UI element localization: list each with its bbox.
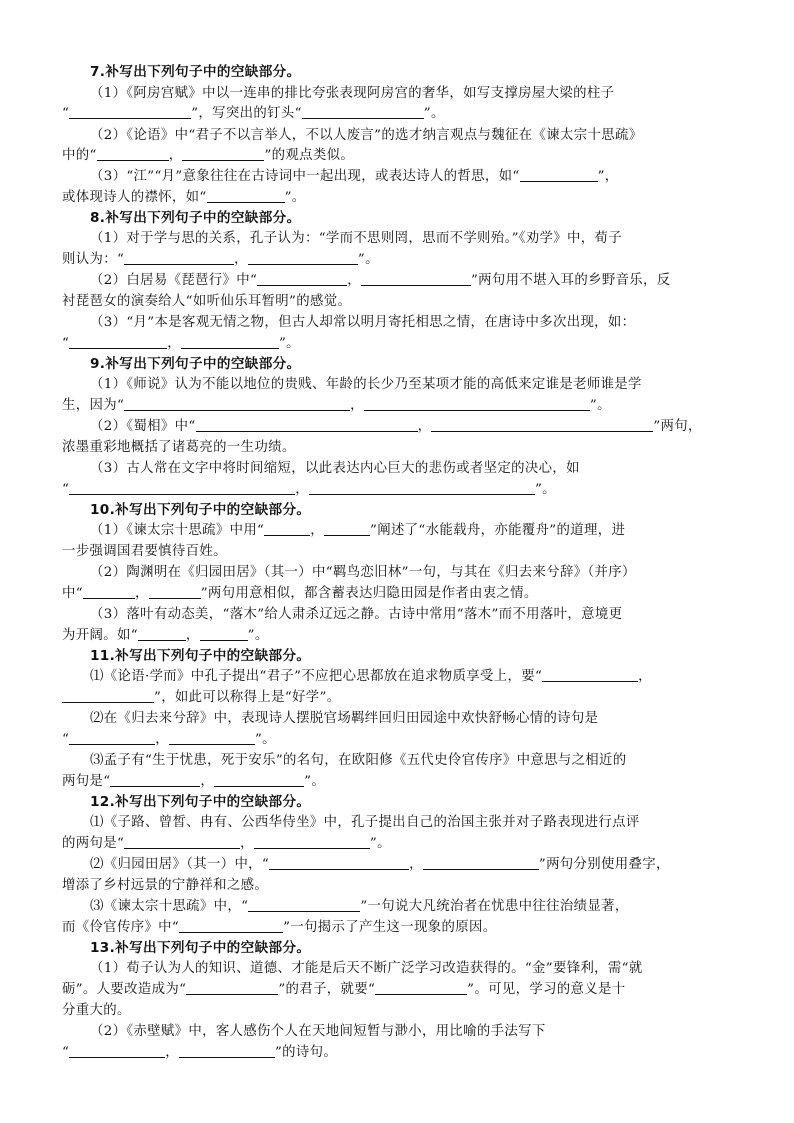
answer-blank[interactable] — [375, 980, 467, 995]
answer-blank[interactable] — [200, 626, 248, 641]
q7-line: （1）《阿房宫赋》中以一连串的排比夸张表现阿房宫的奢华，如写支撑房屋大梁的柱子 — [90, 86, 615, 101]
q10-line: 为开阔。如“ ， ”。 — [62, 628, 269, 643]
answer-blank[interactable] — [186, 980, 278, 995]
answer-blank[interactable] — [69, 334, 167, 349]
q11-line: ”，如此可以称得上是“好学”。 — [62, 688, 742, 708]
q9-line: （2）《蜀相》中“ ， ”两句， — [90, 419, 702, 434]
answer-blank[interactable] — [214, 772, 304, 787]
answer-blank[interactable] — [520, 167, 598, 182]
answer-blank[interactable] — [364, 396, 590, 411]
answer-blank[interactable] — [179, 1043, 275, 1058]
answer-blank[interactable] — [69, 480, 295, 495]
answer-blank[interactable] — [124, 396, 350, 411]
answer-blank[interactable] — [124, 834, 240, 849]
answer-blank[interactable] — [361, 271, 471, 286]
q8-line: （2）白居易《琵琶行》中“ ， ”两句用不堪入耳的乡野音乐，反 — [90, 273, 671, 288]
q7-line: （3）“江”“月”意象往往在古诗词中一起出现，或表达诗人的哲思，如“ ”， — [90, 169, 619, 184]
answer-blank[interactable] — [248, 250, 358, 265]
answer-blank[interactable] — [264, 521, 310, 536]
q10-line: 中“ ， ”两句用意相似，都含蓄表达归隐田园是作者由衷之情。 — [62, 586, 538, 601]
answer-blank[interactable] — [69, 1043, 165, 1058]
q9-line: （1）《师说》认为不能以地位的贵贱、年龄的长少乃至某项才能的高低来定谁是老师谁是学 — [90, 377, 642, 392]
q8-line: 则认为：“ ， ”。 — [62, 252, 379, 267]
answer-blank[interactable] — [257, 271, 347, 286]
q7-title: 7.补写出下列句子中的空缺部分。 — [90, 64, 301, 80]
q12-line: 而《伶官传序》中“ ”一句揭示了产生这一现象的原因。 — [62, 920, 497, 935]
answer-blank[interactable] — [196, 417, 418, 432]
q11-line: “ ， ”。 — [62, 732, 276, 747]
q10-line: 一步强调国君要慎待百姓。 — [62, 544, 227, 559]
answer-blank[interactable] — [181, 334, 279, 349]
answer-blank[interactable] — [62, 688, 154, 703]
answer-blank[interactable] — [169, 730, 255, 745]
q13-title: 13.补写出下列句子中的空缺部分。 — [90, 940, 311, 956]
q9-line: 浓墨重彩地概括了诸葛亮的一生功绩。 — [62, 440, 296, 455]
answer-blank[interactable] — [149, 584, 201, 599]
answer-blank[interactable] — [138, 626, 186, 641]
q10-line: （2）陶渊明在《归园田居》（其一）中“羁鸟恋旧林”一句，与其在《归去来兮辞》（并序） — [90, 565, 636, 580]
answer-blank[interactable] — [431, 417, 653, 432]
q12-line: 增添了乡村远景的宁静祥和之感。 — [62, 878, 269, 893]
q13-line: （2）《赤壁赋》中，客人感伤个人在天地间短暂与渺小，用比喻的手法写下 — [90, 1024, 546, 1039]
answer-blank[interactable] — [324, 521, 370, 536]
q9-title: 9.补写出下列句子中的空缺部分。 — [90, 356, 301, 372]
q12-line: ⑵《归园田居》（其一）中，“ ， ”两句分别使用叠字， — [90, 857, 670, 872]
answer-blank[interactable] — [124, 250, 234, 265]
answer-blank[interactable] — [254, 834, 370, 849]
q11-line: ⑵在《归去来兮辞》中，表现诗人摆脱官场羁绊回归田园途中欢快舒畅心情的诗句是 — [90, 711, 599, 726]
q8-title: 8.补写出下列句子中的空缺部分。 — [90, 210, 301, 226]
answer-blank[interactable] — [207, 188, 285, 203]
q7-line: （2）《论语》中“君子不以言举人，不以人废言”的选才纳言观点与魏征在《谏太宗十思疏》 — [90, 128, 643, 143]
answer-blank[interactable] — [179, 918, 283, 933]
answer-blank[interactable] — [269, 855, 409, 870]
q8-line: （3）“月”本是客观无情之物，但古人却常以明月寄托相思之情，在唐诗中多次出现，如： — [90, 315, 636, 330]
answer-blank[interactable] — [182, 146, 264, 161]
answer-blank[interactable] — [69, 730, 155, 745]
q12-title: 12.补写出下列句子中的空缺部分。 — [90, 794, 311, 810]
q12-line: ⑶《谏太宗十思疏》中，“ ”一句说大凡统治者在忧患中往往治绩显著， — [90, 899, 629, 914]
q8-line: 衬琵琶女的演奏给人“如听仙乐耳暂明”的感觉。 — [62, 294, 352, 309]
q11-title: 11.补写出下列句子中的空缺部分。 — [90, 648, 311, 664]
answer-blank[interactable] — [248, 897, 360, 912]
q7-line: 中的“ ， ”的观点类似。 — [62, 148, 355, 163]
q9-line: （3）古人常在文字中将时间缩短，以此表达内心巨大的悲伤或者坚定的决心，如 — [90, 461, 580, 476]
answer-blank[interactable] — [97, 146, 169, 161]
q13-line: 分重大的。 — [62, 1003, 131, 1018]
q10-line: （3）落叶有动态美，“落木”给人肃杀辽远之静。古诗中常用“落木”而不用落叶，意境更 — [90, 607, 623, 622]
q12-line: 的两句是“ ， ”。 — [62, 836, 391, 851]
q8-line: “ ， ”。 — [62, 336, 300, 351]
q12-line: ⑴《子路、曾皙、冉有、公西华侍坐》中，孔子提出自己的治国主张并对子路表现进行点评 — [90, 815, 640, 830]
q10-line: （1）《谏太宗十思疏》中用“ ， ”阐述了“水能载舟，亦能覆舟”的道理，进 — [90, 523, 626, 538]
q11-line: ⑴《论语·学而》中孔子提出“君子”不应把心思都放在追求物质享受上，要“ ， — [90, 669, 652, 684]
q7-line: “ ”，写突出的钉头“ ”。 — [62, 106, 445, 121]
q7-line: 或体现诗人的襟怀，如“ ”。 — [62, 190, 306, 205]
answer-blank[interactable] — [423, 855, 539, 870]
q13-line: “ ， ”的诗句。 — [62, 1045, 338, 1060]
q11-line: ⑶孟子有“生于忧患，死于安乐”的名句，在欧阳修《五代史伶官传序》中意思与之相近的 — [90, 753, 627, 768]
q9-line: “ ， ”。 — [62, 482, 556, 497]
q8-line: （1）对于学与思的关系，孔子认为：“学而不思则罔，思而不学则殆。”《劝学》中，荀子 — [90, 231, 623, 246]
q13-line: （1）荀子认为人的知识、道德、才能是后天不断广泛学习改造获得的。“金”要锋利，需“就 — [90, 961, 643, 976]
q13-line: 砺”。人要改造成为“ ”的君子，就要“ ”。可见，学习的意义是十 — [62, 982, 626, 997]
answer-blank[interactable] — [69, 104, 191, 119]
answer-blank[interactable] — [542, 667, 638, 682]
answer-blank[interactable] — [309, 480, 535, 495]
answer-blank[interactable] — [110, 772, 200, 787]
q9-line: 生，因为“ ， ”。 — [62, 398, 611, 413]
answer-blank[interactable] — [83, 584, 135, 599]
q11-line: 两句是“ ， ”。 — [62, 774, 326, 789]
q10-title: 10.补写出下列句子中的空缺部分。 — [90, 502, 311, 518]
answer-blank[interactable] — [302, 104, 424, 119]
